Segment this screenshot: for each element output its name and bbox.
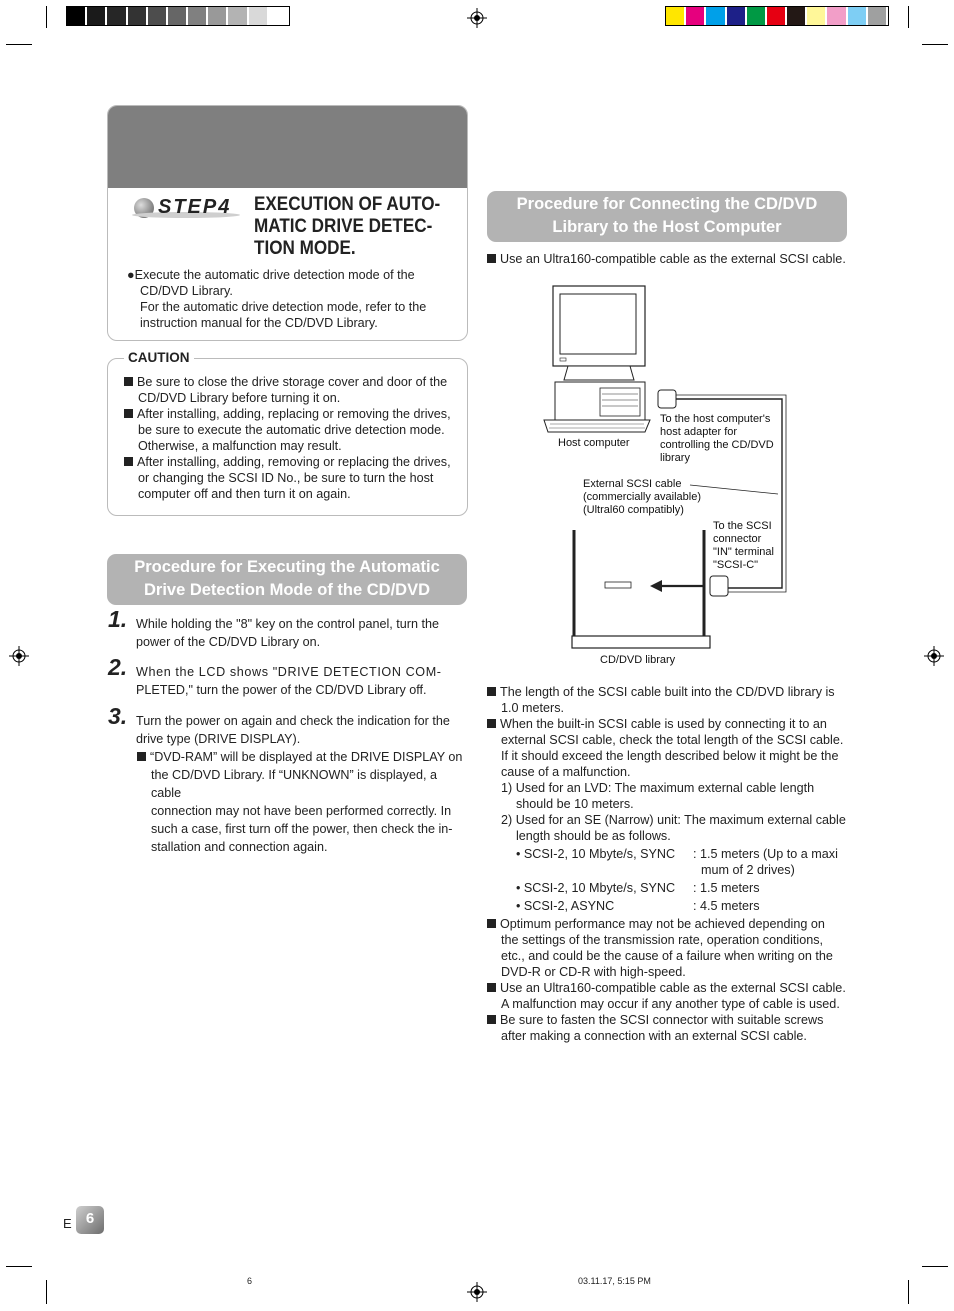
caution-list xyxy=(124,374,460,502)
sub-note-line: such a case, first turn off the power, then check the in- xyxy=(151,822,453,836)
step4-text: instruction manual for the CD/DVD Library. xyxy=(140,316,378,330)
registration-mark-top-icon xyxy=(467,8,487,28)
library-label: CD/DVD library xyxy=(600,654,676,666)
step4-text: CD/DVD Library. xyxy=(140,284,233,298)
gray-swatch xyxy=(107,7,125,25)
note-text: should be 10 meters. xyxy=(516,797,634,811)
gray-swatch xyxy=(208,7,226,25)
color-swatch xyxy=(706,7,724,25)
caution-text: be sure to execute the automatic drive detection mode. xyxy=(138,423,445,437)
spec-value: : 1.5 meters (Up to a maxi xyxy=(693,847,838,861)
language-marker: E xyxy=(63,1216,72,1231)
step-badge xyxy=(132,196,242,222)
right-intro xyxy=(487,251,849,267)
external-cable-line: (Ultral60 compatibly) xyxy=(583,504,684,516)
note-text: external SCSI cable, check the total length of the SCSI cable. xyxy=(501,733,844,747)
step4-title-line: MATIC DRIVE DETEC- xyxy=(254,216,433,237)
external-cable-line: (commercially available) xyxy=(583,491,701,503)
gray-swatch xyxy=(168,7,186,25)
square-bullet-icon xyxy=(487,983,496,992)
sub-note-line: connection may not have been performed correctly. In xyxy=(151,804,452,818)
note-text: A malfunction may occur if any another type of cable is used. xyxy=(501,997,840,1011)
right-section-banner xyxy=(487,191,847,242)
step-text xyxy=(136,663,468,699)
step-line: While holding the "8" key on the control panel, turn the xyxy=(136,617,439,631)
gray-swatch xyxy=(87,7,105,25)
step-line: PLETED," turn the power of the CD/DVD Library off. xyxy=(136,683,427,697)
banner-line: Procedure for Executing the Automatic xyxy=(134,558,440,576)
host-adapter-line: To the host computer's xyxy=(660,413,771,425)
spec-row xyxy=(487,880,849,898)
step-badge-label: STEP4 xyxy=(158,196,232,218)
color-swatch xyxy=(787,7,805,25)
note-text: Use an Ultra160-compatible cable as the external SCSI cable. xyxy=(500,981,846,995)
gray-swatch xyxy=(249,7,267,25)
banner-line: Procedure for Connecting the CD/DVD xyxy=(516,195,818,213)
caution-text: CD/DVD Library before turning it on. xyxy=(138,391,341,405)
spec-row xyxy=(487,846,849,880)
square-bullet-icon xyxy=(124,409,133,418)
left-section-banner xyxy=(107,554,467,605)
square-bullet-icon xyxy=(124,377,133,386)
grayscale-calibration-bar xyxy=(66,6,290,26)
intro-text: Use an Ultra160-compatible cable as the external SCSI cable. xyxy=(500,252,846,266)
host-adapter-label xyxy=(660,413,774,465)
note-text: 1) Used for an LVD: The maximum external cable length xyxy=(501,781,815,795)
gray-swatch xyxy=(148,7,166,25)
spec-value: : 1.5 meters xyxy=(693,881,760,895)
spec-value-cont: mum of 2 drives) xyxy=(701,863,795,877)
scsi-connector-line: "SCSI-C" xyxy=(713,559,759,571)
library-icon xyxy=(572,530,710,648)
color-swatch xyxy=(747,7,765,25)
note-text: DVD-R or CD-R with high-speed. xyxy=(501,965,686,979)
step3-sub-note xyxy=(137,748,469,856)
bullet-icon: ● xyxy=(127,268,135,282)
scsi-connector-label xyxy=(713,520,774,572)
spec-name: • SCSI-2, ASYNC xyxy=(516,899,615,913)
monitor-icon xyxy=(553,286,645,380)
note-text: The length of the SCSI cable built into the CD/DVD library is xyxy=(500,685,835,699)
caution-text: or changing the SCSI ID No., be sure to turn the host xyxy=(138,471,434,485)
banner-line: Library to the Host Computer xyxy=(552,218,782,236)
color-swatch xyxy=(868,7,886,25)
square-bullet-icon xyxy=(487,687,496,696)
note-text: 1.0 meters. xyxy=(501,701,564,715)
scsi-connector-line: To the SCSI xyxy=(713,520,772,532)
step4-text: For the automatic drive detection mode, refer to the xyxy=(140,300,427,314)
color-swatch xyxy=(767,7,785,25)
step-text xyxy=(136,615,468,651)
square-bullet-icon xyxy=(137,752,146,761)
step4-title xyxy=(254,194,440,260)
registration-mark-bottom-icon xyxy=(467,1282,487,1302)
note-text: Optimum performance may not be achieved depending on xyxy=(500,917,825,931)
caution-text: After installing, adding, replacing or removing the drives, xyxy=(137,407,451,421)
external-cable-label xyxy=(583,478,701,517)
page-number: 6 xyxy=(85,1210,95,1227)
note-text: cause of a malfunction. xyxy=(501,765,631,779)
step-line: When the LCD shows "DRIVE DETECTION COM- xyxy=(136,665,442,679)
color-swatch xyxy=(727,7,745,25)
spec-name: • SCSI-2, 10 Mbyte/s, SYNC xyxy=(516,847,676,861)
square-bullet-icon xyxy=(487,1015,496,1024)
step4-text: Execute the automatic drive detection mode of the xyxy=(134,268,415,282)
step-number: 3. xyxy=(108,703,128,729)
spec-name: • SCSI-2, 10 Mbyte/s, SYNC xyxy=(516,881,676,895)
color-swatch xyxy=(807,7,825,25)
caution-text: Otherwise, a malfunction may result. xyxy=(138,439,342,453)
step4-title-line: EXECUTION OF AUTO- xyxy=(254,194,441,215)
note-text: 2) Used for an SE (Narrow) unit: The maximum external cable xyxy=(501,813,846,827)
step-text xyxy=(136,712,468,748)
host-adapter-line: host adapter for xyxy=(660,426,738,438)
print-date: 03.11.17, 5:15 PM xyxy=(578,1276,651,1286)
host-computer-label: Host computer xyxy=(558,437,630,449)
caution-text: Be sure to close the drive storage cover and door of the xyxy=(137,375,448,389)
sub-note-line: stallation and connection again. xyxy=(151,840,328,854)
step-number: 2. xyxy=(108,654,128,680)
step-line: drive type (DRIVE DISPLAY). xyxy=(136,732,301,746)
square-bullet-icon xyxy=(487,254,496,263)
step4-header-band xyxy=(108,106,467,188)
scsi-connector-line: connector xyxy=(713,533,762,545)
note-text: When the built-in SCSI cable is used by connecting it to an xyxy=(500,717,827,731)
gray-swatch xyxy=(228,7,246,25)
step-line: Turn the power on again and check the indication for the xyxy=(136,714,450,728)
note-text: after making a connection with an external SCSI cable. xyxy=(501,1029,807,1043)
step-line: power of the CD/DVD Library on. xyxy=(136,635,321,649)
color-swatch xyxy=(848,7,866,25)
spec-row xyxy=(487,898,849,916)
notes-list xyxy=(487,684,849,1044)
banner-line: Drive Detection Mode of the CD/DVD xyxy=(143,581,431,599)
host-adapter-line: controlling the CD/DVD xyxy=(660,439,774,451)
caution-title: CAUTION xyxy=(124,350,194,365)
registration-mark-left-icon xyxy=(9,646,29,666)
print-page-number: 6 xyxy=(247,1276,253,1286)
caution-text: computer off and then turn it on again. xyxy=(138,487,351,501)
gray-swatch xyxy=(269,7,287,25)
color-swatch xyxy=(666,7,684,25)
page-number-badge xyxy=(76,1206,104,1234)
connection-diagram xyxy=(540,280,790,660)
square-bullet-icon xyxy=(487,919,496,928)
external-cable-line: External SCSI cable xyxy=(583,478,682,490)
note-text: If it should exceed the length described below it might be the xyxy=(501,749,839,763)
sub-note-line: the CD/DVD Library. If “UNKNOWN” is displayed, a cable xyxy=(151,768,437,800)
host-adapter-line: library xyxy=(660,452,690,464)
color-swatch xyxy=(686,7,704,25)
step4-body xyxy=(127,267,462,331)
spec-value: : 4.5 meters xyxy=(693,899,760,913)
gray-swatch xyxy=(128,7,146,25)
computer-base-icon xyxy=(544,382,650,432)
step-number: 1. xyxy=(108,606,128,632)
note-text: length should be as follows. xyxy=(516,829,671,843)
caution-text: After installing, adding, removing or replacing the drives, xyxy=(137,455,451,469)
gray-swatch xyxy=(67,7,85,25)
gray-swatch xyxy=(188,7,206,25)
step4-title-line: TION MODE. xyxy=(254,238,356,259)
color-swatch xyxy=(827,7,845,25)
sub-note-line: “DVD-RAM” will be displayed at the DRIVE DISPLAY on xyxy=(150,750,463,764)
square-bullet-icon xyxy=(487,719,496,728)
scsi-connector-line: "IN" terminal xyxy=(713,546,774,558)
note-text: Be sure to fasten the SCSI connector with suitable screws xyxy=(500,1013,824,1027)
color-calibration-bar xyxy=(665,6,889,26)
square-bullet-icon xyxy=(124,457,133,466)
note-text: etc., and could be the cause of a failure when writing on the xyxy=(501,949,833,963)
note-text: the settings of the transmission rate, operation conditions, xyxy=(501,933,824,947)
registration-mark-right-icon xyxy=(924,646,944,666)
